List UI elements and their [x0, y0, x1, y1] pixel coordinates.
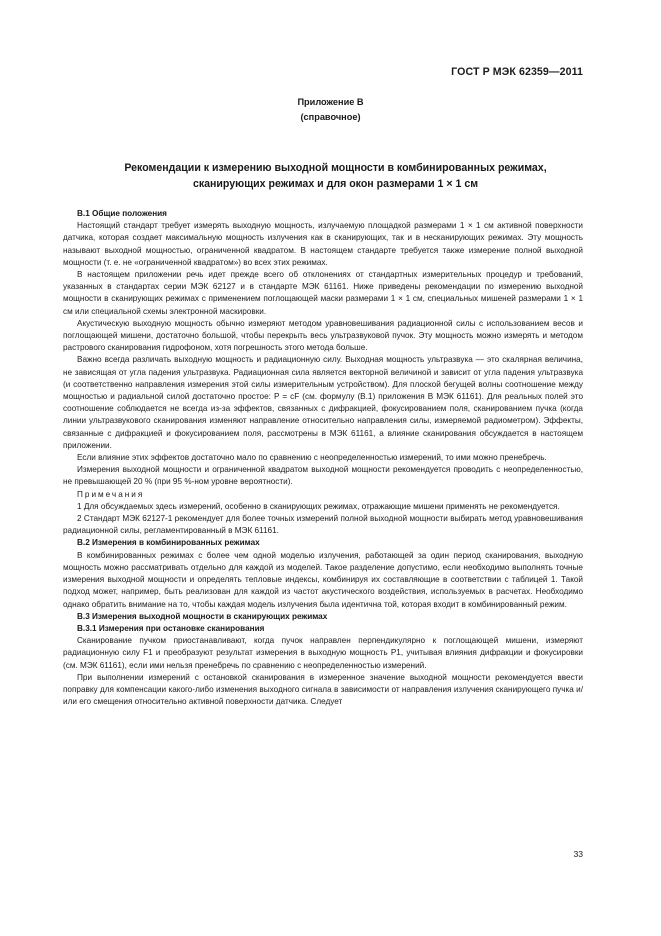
section-b1-paragraph: Настоящий стандарт требует измерять выходную мощность, излучаемую площадкой размерами 1 × 1 см активной поверхности датчика, которая создает максимальную мощность излучения как в сканирующих, так и в несканирующих режимах. Эту мощность называют выходной мощностью, ограниченной квадратом. В настоящем стандарте требуется также измерение полной выходной мощности (т. е. не «ограниченной квадратом») во всех этих режимах. [63, 221, 583, 267]
section-b3-paragraph: Сканирование пучком приостанавливают, когда пучок направлен перпендикулярно к поглощающей мишени, измеряют радиационную силу F1 и преобразуют результат измерения в выходную мощность P1, учитывая влияния дифракции и фокусировки (см. МЭК 61161), если ими нельзя пренебречь по сравнению с неопределенностью измерений. [63, 636, 583, 670]
appendix-subtitle: (справочное) [300, 112, 361, 122]
section-b1-paragraph: Акустическую выходную мощность обычно измеряют методом уравновешивания радиационной силы с использованием весов и поглощающей мишени, достаточно большой, чтобы перекрыть весь ультразвуковой пучок. Эту мощность можно измерять и методом растрового сканирования гидрофоном, хотя погрешность этого метода больше. [63, 318, 583, 353]
section-b1-paragraph: Измерения выходной мощности и ограниченной квадратом выходной мощности рекомендуется проводить с неопределенностью, не превышающей 20 % (при 95 %-ном уровне вероятности). [63, 465, 583, 487]
recommendations-title [70, 160, 601, 192]
title-line-1: Рекомендации к измерению выходной мощности в комбинированных режимах, [124, 162, 547, 174]
section-b1-heading: В.1 Общие положения [77, 209, 167, 218]
section-b2-heading: В.2 Измерения в комбинированных режимах [77, 538, 260, 548]
section-b3-1-heading: В.3.1 Измерения при остановке сканирования [77, 623, 265, 633]
section-b3-paragraph: При выполнении измерений с остановкой сканирования в измеренное значение выходной мощности рекомендуется ввести поправку для компенсации какого-либо изменения выходного сигнала в зависимости от направления излучения сканирующего пучка и/или его смещения относительно активной поверхности датчика. Следует [63, 672, 583, 707]
section-b3-heading: В.3 Измерения выходной мощности в сканирующих режимах [77, 611, 328, 621]
title-line-2: сканирующих режимах и для окон размерами 1 × 1 см [192, 178, 479, 190]
section-b1-paragraph: Если влияние этих эффектов достаточно мало по сравнению с неопределенностью измерений, то ими можно пренебречь. [77, 453, 547, 463]
standard-header: ГОСТ Р МЭК 62359—2011 [451, 66, 583, 78]
note-item: 2 Стандарт МЭК 62127-1 рекомендует для более точных измерений полной выходной мощности выбирать метод уравновешивания радиационной силы, регламентированный в МЭК 61161. [63, 514, 583, 536]
appendix-title: Приложение В [297, 97, 364, 107]
section-b1-paragraph: В настоящем приложении речь идет прежде всего об отклонениях от стандартных измерительных процедур и требований, указанных в стандартах серии МЭК 62127 и в стандарте МЭК 61161. Ниже приведены рекомендации по измерению выходной мощности в сканирующих режимах с применением поглощающей маски размерами 1 × 1 см, специальных мишеней размерами 1 × 1 см или специальной схемы электронной маскировки. [63, 270, 583, 316]
section-b1-paragraph: Важно всегда различать выходную мощность и радиационную силу. Выходная мощность ультразвука — это скалярная величина, не зависящая от угла падения ультразвука. Радиационная сила является векторной величиной и зависит от угла падения ультразвука (и соответственно направления измерения этой силы измерительным устройством). Для плоской бегущей волны соотношение между мощностью и радиальной силой достаточно простое: P = cF (см. формулу (В.1) приложения В МЭК 61161). Для реальных полей это соотношение соблюдается не всегда из-за эффектов, связанных с дифракцией, фокусированием поля, сканированием пучка (когда линии ультразвукового сканирования изменяют направление относительно направления силы, измеряемой радиометром). Эффекты, связанные с дифракцией и фокусированием поля, рассмотрены в МЭК 61161, а влияние сканирования обсуждается в настоящем приложении. [63, 355, 583, 450]
notes-heading: Примечания [77, 489, 145, 499]
section-b2-paragraph: В комбинированных режимах с более чем одной моделью излучения, работающей за один период сканирования, выходную мощность можно рассматривать отдельно для каждой из моделей. Такое разделение допустимо, если необходимо выполнять точные измерения выходной мощности и определять тепловые индексы, комбинируя их составляющие в соответствии с таблицей 1. Такой подход может, например, быть реализован для каждой из частот акустического воздействия, используемых в расчетах. Необходимо однако обратить внимание на то, чтобы каждая модель излучения была идентична той, которая входит в комбинированный режим. [63, 550, 583, 609]
page-number: 33 [573, 849, 583, 859]
note-item: 1 Для обсуждаемых здесь измерений, особенно в сканирующих режимах, отражающие мишени применять не рекомендуется. [77, 501, 560, 511]
document-body [63, 208, 583, 708]
